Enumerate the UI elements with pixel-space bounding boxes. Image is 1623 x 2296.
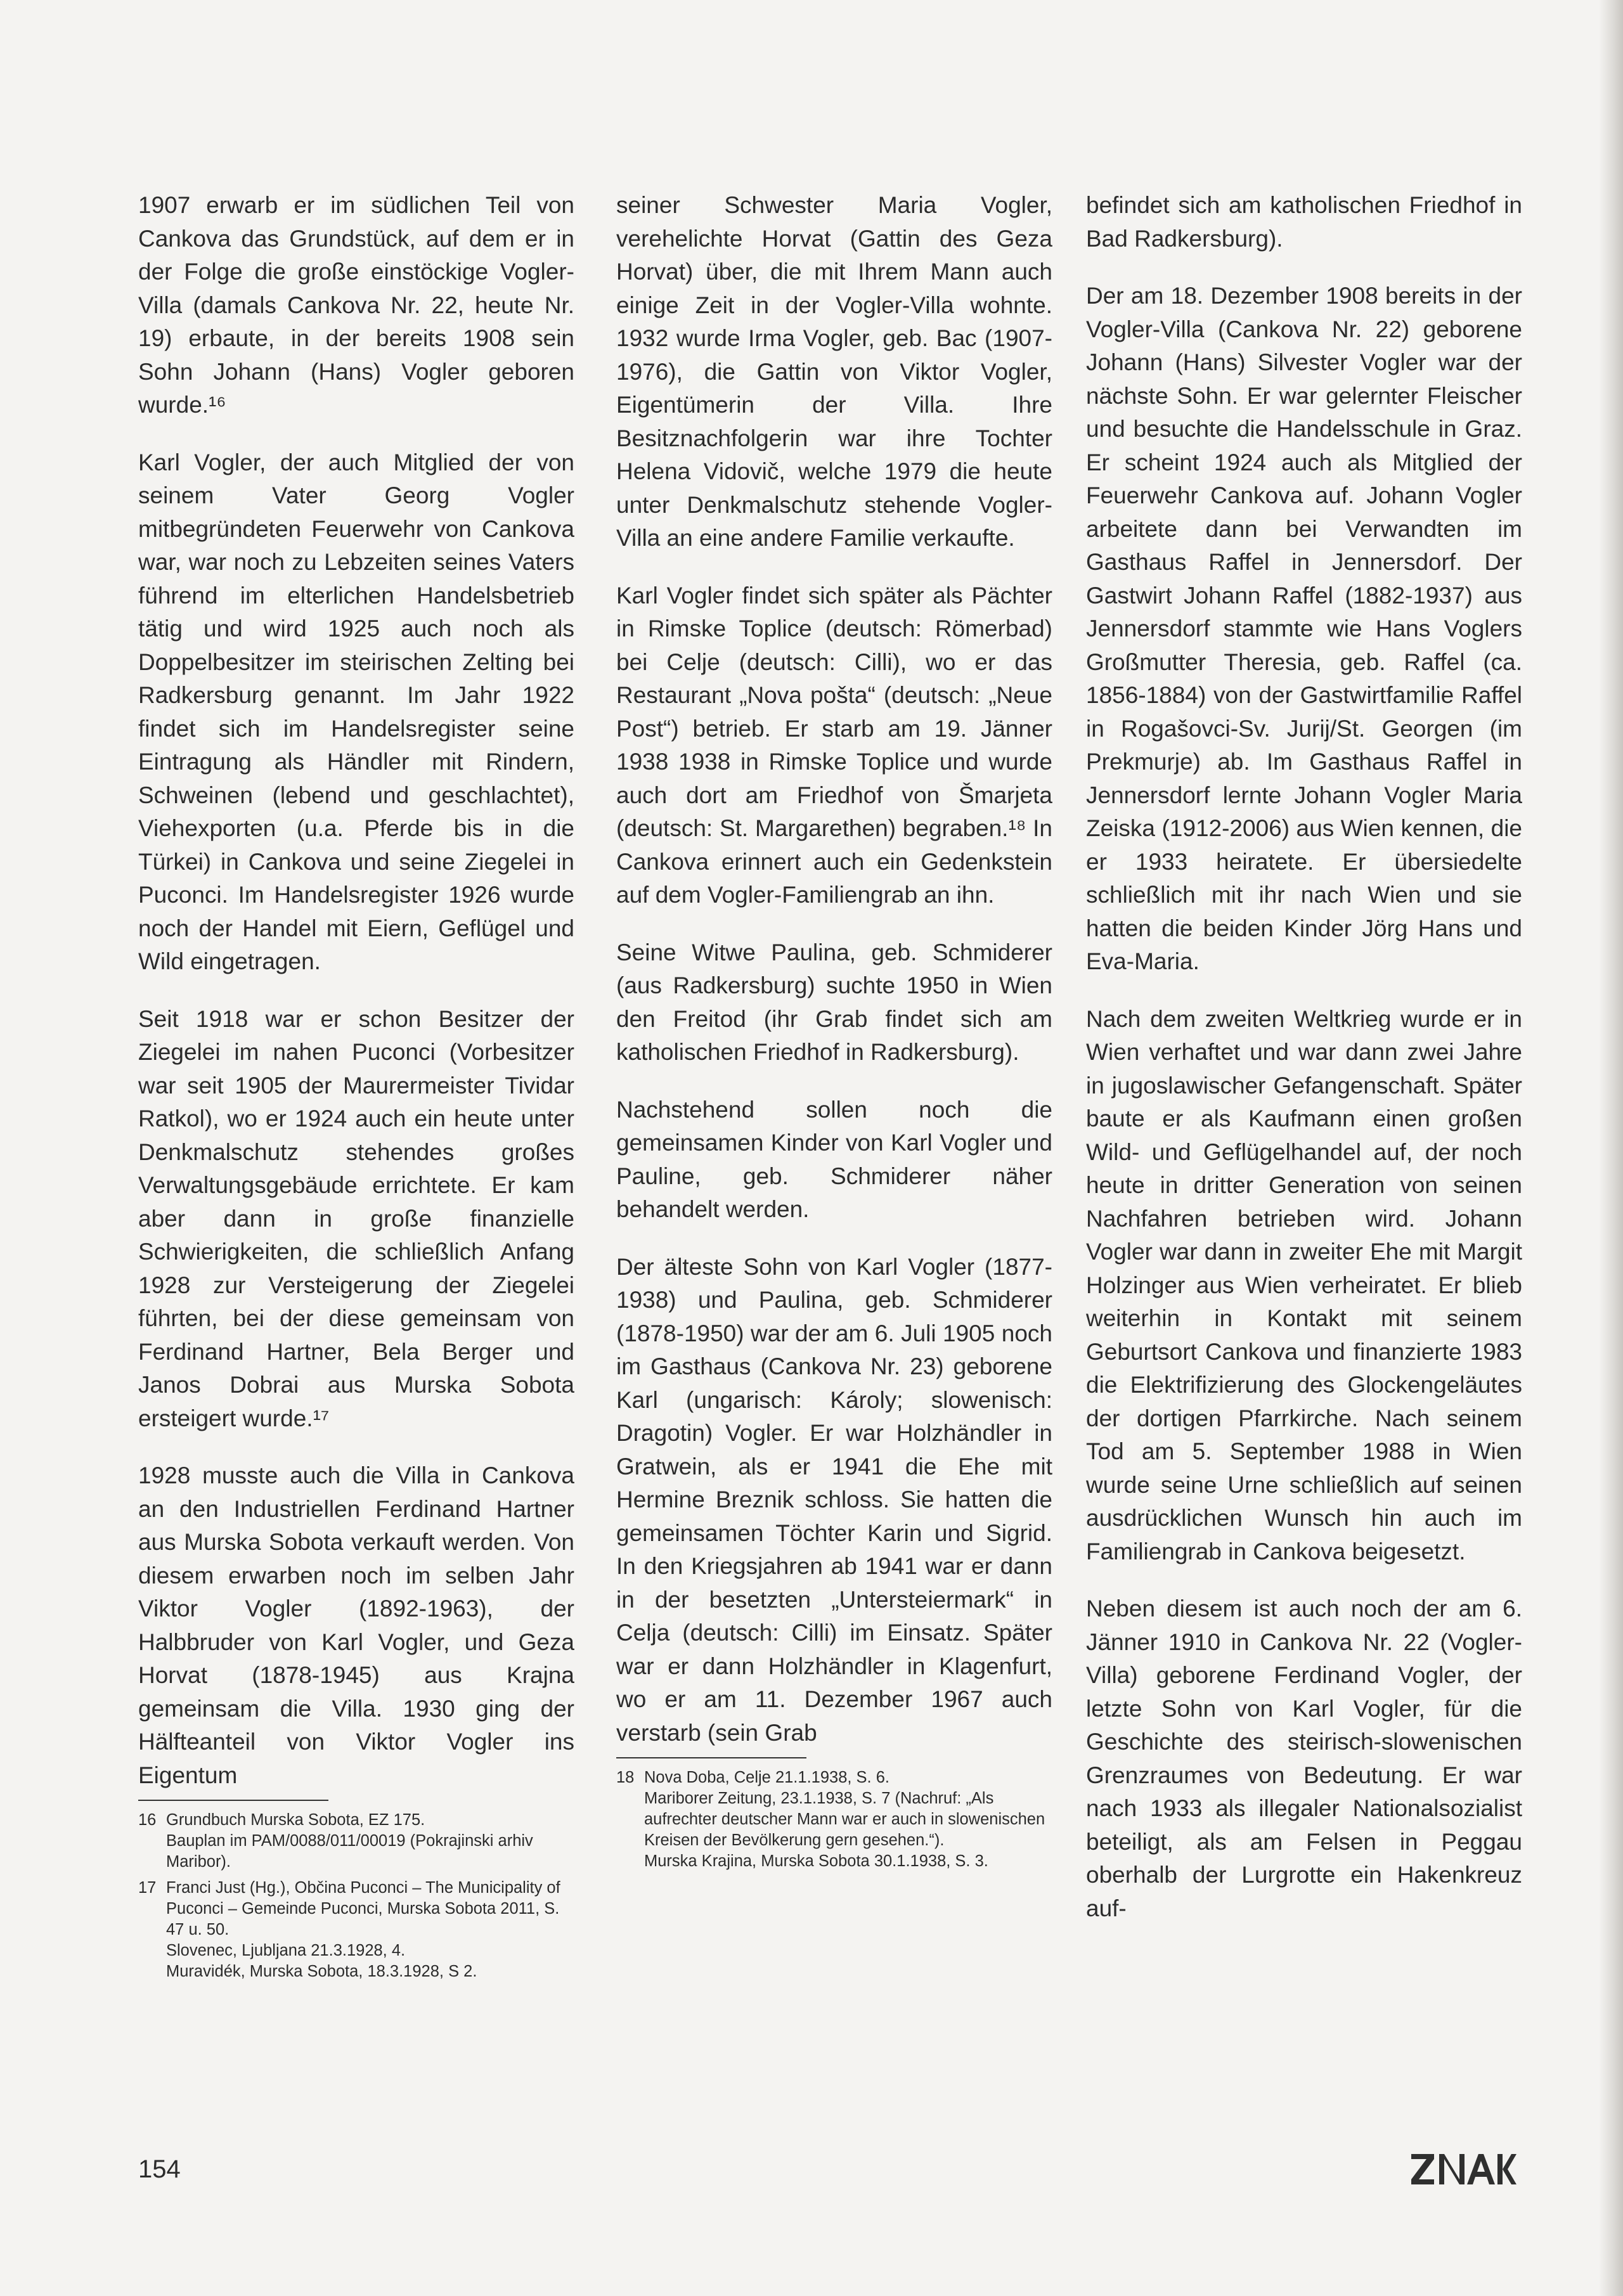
footnote-line: Muravidék, Murska Sobota, 18.3.1928, S 2.: [166, 1963, 477, 1980]
text-column-2: [616, 189, 1052, 1877]
paragraph: seiner Schwester Maria Vogler, verehelichte Horvat (Gattin des Geza Horvat) über, die mit Ihrem Mann auch einige Zeit in der Vogler-Villa wohnte. 1932 wurde Irma Vogler, geb. Bac (1907-1976), die Gattin von Viktor Vogler, Eigentümerin der Villa. Ihre Besitznachfolgerin war ihre Tochter Helena Vidovič, welche 1979 die heute unter Denkmalschutz stehende Vogler-Villa an eine andere Familie verkaufte.: [616, 192, 1052, 551]
znak-logo: [1409, 2150, 1516, 2188]
paragraph: Nach dem zweiten Weltkrieg wurde er in Wien verhaftet und war dann zwei Jahre in jugoslawischer Gefangenschaft. Später baute er als Kaufmann einen großen Wild- und Geflügelhandel auf, der noch heute in dritter Generation von seinen Nachfahren betrieben wird. Johann Vogler war dann in zweiter Ehe mit Margit Holzinger aus Wien verheiratet. Er blieb weiterhin in Kontakt mit seinem Geburtsort Cankova und finanzierte 1983 die Elektrifizierung des Glockengeläutes der dortigen Pfarrkirche. Nach seinem Tod am 5. September 1988 in Wien wurde seine Urne schließlich auf seinen ausdrücklichen Wunsch hin auch im Familiengrab in Cankova beigesetzt.: [1086, 1005, 1522, 1564]
paragraph: Der älteste Sohn von Karl Vogler (1877-1938) und Paulina, geb. Schmiderer (1878-1950) war der am 6. Juli 1905 noch im Gasthaus (Cankova Nr. 23) geborene Karl (ungarisch: Károly; slowenisch: Dragotin) Vogler. Er war Holzhändler in Gratwein, als er 1941 die Ehe mit Hermine Breznik schloss. Sie hatten die gemeinsamen Töchter Karin und Sigrid. In den Kriegsjahren ab 1941 war er dann in der besetzten „Untersteiermark“ in Celja (deutsch: Cilli) im Einsatz. Später war er dann Holzhändler in Klagenfurt, wo er am 11. Dezember 1967 auch verstarb (sein Grab: [616, 1253, 1052, 1746]
paragraph: 1907 erwarb er im südlichen Teil von Cankova das Grundstück, auf dem er in der Folge die große einstöckige Vogler-Villa (damals Cankova Nr. 22, heute Nr. 19) erbaute, in der bereits 1908 sein Sohn Johann (Hans) Vogler geboren wurde.¹⁶: [138, 192, 574, 418]
paragraph: Seit 1918 war er schon Besitzer der Ziegelei im nahen Puconci (Vorbesitzer war seit 1905 der Maurermeister Tividar Ratkol), wo er 1924 auch ein heute unter Denkmalschutz stehendes großes Verwaltungsgebäude errichtete. Er kam aber dann in große finanzielle Schwierigkeiten, die schließlich Anfang 1928 zur Versteigerung der Ziegelei führten, bei der diese gemeinsam von Ferdinand Hartner, Bela Berger und Janos Dobrai aus Murska Sobota ersteigert wurde.¹⁷: [138, 1005, 574, 1431]
footnote-line: Mariborer Zeitung, 23.1.1938, S. 7 (Nachruf: „Als aufrechter deutscher Mann war er auch in slowenischen Kreisen der Bevölkerung gern gesehen.“).: [644, 1790, 1045, 1849]
text-column-3: [1086, 189, 1522, 1949]
footnote-line: Nova Doba, Celje 21.1.1938, S. 6.: [644, 1769, 889, 1786]
footnote: [138, 1810, 574, 1873]
footnote: [616, 1767, 1052, 1872]
footnote-line: Slovenec, Ljubljana 21.3.1928, 4.: [166, 1942, 406, 1959]
footnote-separator: [138, 1800, 328, 1801]
page-number: 154: [138, 2155, 181, 2183]
footnote-separator: [616, 1757, 806, 1758]
paragraph: Seine Witwe Paulina, geb. Schmiderer (aus Radkersburg) suchte 1950 in Wien den Freitod (ihr Grab findet sich am katholischen Friedhof in Radkersburg).: [616, 939, 1052, 1065]
footnote-number: 18: [616, 1769, 635, 1786]
text-column-1: [138, 189, 574, 1987]
footnote-number: 17: [138, 1879, 157, 1897]
footnotes: [616, 1767, 1052, 1872]
footnote: [138, 1878, 574, 1982]
footnote-line: Murska Krajina, Murska Sobota 30.1.1938, S. 3.: [644, 1852, 988, 1870]
paragraph: Nachstehend sollen noch die gemeinsamen Kinder von Karl Vogler und Pauline, geb. Schmiderer näher behandelt werden.: [616, 1096, 1052, 1222]
paragraph: 1928 musste auch die Villa in Cankova an den Industriellen Ferdinand Hartner aus Murska Sobota verkauft werden. Von diesem erwarben noch im selben Jahr Viktor Vogler (1892-1963), der Halbbruder von Karl Vogler, und Geza Horvat (1878-1945) aus Krajna gemeinsam die Villa. 1930 ging der Hälfteanteil von Viktor Vogler ins Eigentum: [138, 1462, 574, 1788]
paragraph: Karl Vogler findet sich später als Pächter in Rimske Toplice (deutsch: Römerbad) bei Celje (deutsch: Cilli), wo er das Restaurant „Nova pošta“ (deutsch: „Neue Post“) betrieb. Er starb am 19. Jänner 1938 1938 in Rimske Toplice und wurde auch dort am Friedhof von Šmarjeta (deutsch: St. Margarethen) begraben.¹⁸ In Cankova erinnert auch ein Gedenkstein auf dem Vogler-Familiengrab an ihn.: [616, 582, 1052, 908]
paragraph: Neben diesem ist auch noch der am 6. Jänner 1910 in Cankova Nr. 22 (Vogler-Villa) geborene Ferdinand Vogler, der letzte Sohn von Karl Vogler, für die Geschichte des steirisch-slowenischen Grenzraumes von Bedeutung. Er war nach 1933 als illegaler Nationalsozialist beteiligt, als am Felsen in Peggau oberhalb der Lurgrotte ein Hakenkreuz auf-: [1086, 1596, 1522, 1921]
scan-shadow-edge: [1599, 0, 1623, 2296]
paragraph: Karl Vogler, der auch Mitglied der von seinem Vater Georg Vogler mitbegründeten Feuerwehr von Cankova war, war noch zu Lebzeiten seines Vaters führend im elterlichen Handelsbetrieb tätig und wird 1925 auch noch als Doppelbesitzer im steirischen Zelting bei Radkersburg genannt. Im Jahr 1922 findet sich im Handelsregister seine Eintragung als Händler mit Rindern, Schweinen (lebend und geschlachtet), Viehexporten (u.a. Pferde bis in die Türkei) in Cankova und seine Ziegelei in Puconci. Im Handelsregister 1926 wurde noch der Handel mit Eiern, Geflügel und Wild eingetragen.: [138, 449, 574, 974]
footnote-number: 16: [138, 1811, 157, 1829]
footnote-line: Grundbuch Murska Sobota, EZ 175.: [166, 1811, 425, 1829]
footnote-line: Franci Just (Hg.), Občina Puconci – The Municipality of Puconci – Gemeinde Puconci, Murska Sobota 2011, S. 47 u. 50.: [166, 1879, 560, 1938]
footnote-line: Bauplan im PAM/0088/011/00019 (Pokrajinski arhiv Maribor).: [166, 1832, 533, 1871]
footnotes: [138, 1810, 574, 1982]
paragraph: Der am 18. Dezember 1908 bereits in der Vogler-Villa (Cankova Nr. 22) geborene Johann (Hans) Silvester Vogler war der nächste Sohn. Er war gelernter Fleischer und besuchte die Handelsschule in Graz. Er scheint 1924 auch als Mitglied der Feuerwehr Cankova auf. Johann Vogler arbeitete dann bei Verwandten im Gasthaus Raffel in Jennersdorf. Der Gastwirt Johann Raffel (1882-1937) aus Jennersdorf stammte wie Hans Voglers Großmutter Theresia, geb. Raffel (ca. 1856-1884) von der Gastwirtfamilie Raffel in Rogašovci-Sv. Jurij/St. Georgen (im Prekmurje) ab. Im Gasthaus Raffel in Jennersdorf lernte Johann Vogler Maria Zeiska (1912-2006) aus Wien kennen, die er 1933 heiratete. Er übersiedelte schließlich mit ihr nach Wien und sie hatten die beiden Kinder Jörg Hans und Eva-Maria.: [1086, 283, 1522, 974]
paragraph: befindet sich am katholischen Friedhof in Bad Radkersburg).: [1086, 192, 1522, 252]
